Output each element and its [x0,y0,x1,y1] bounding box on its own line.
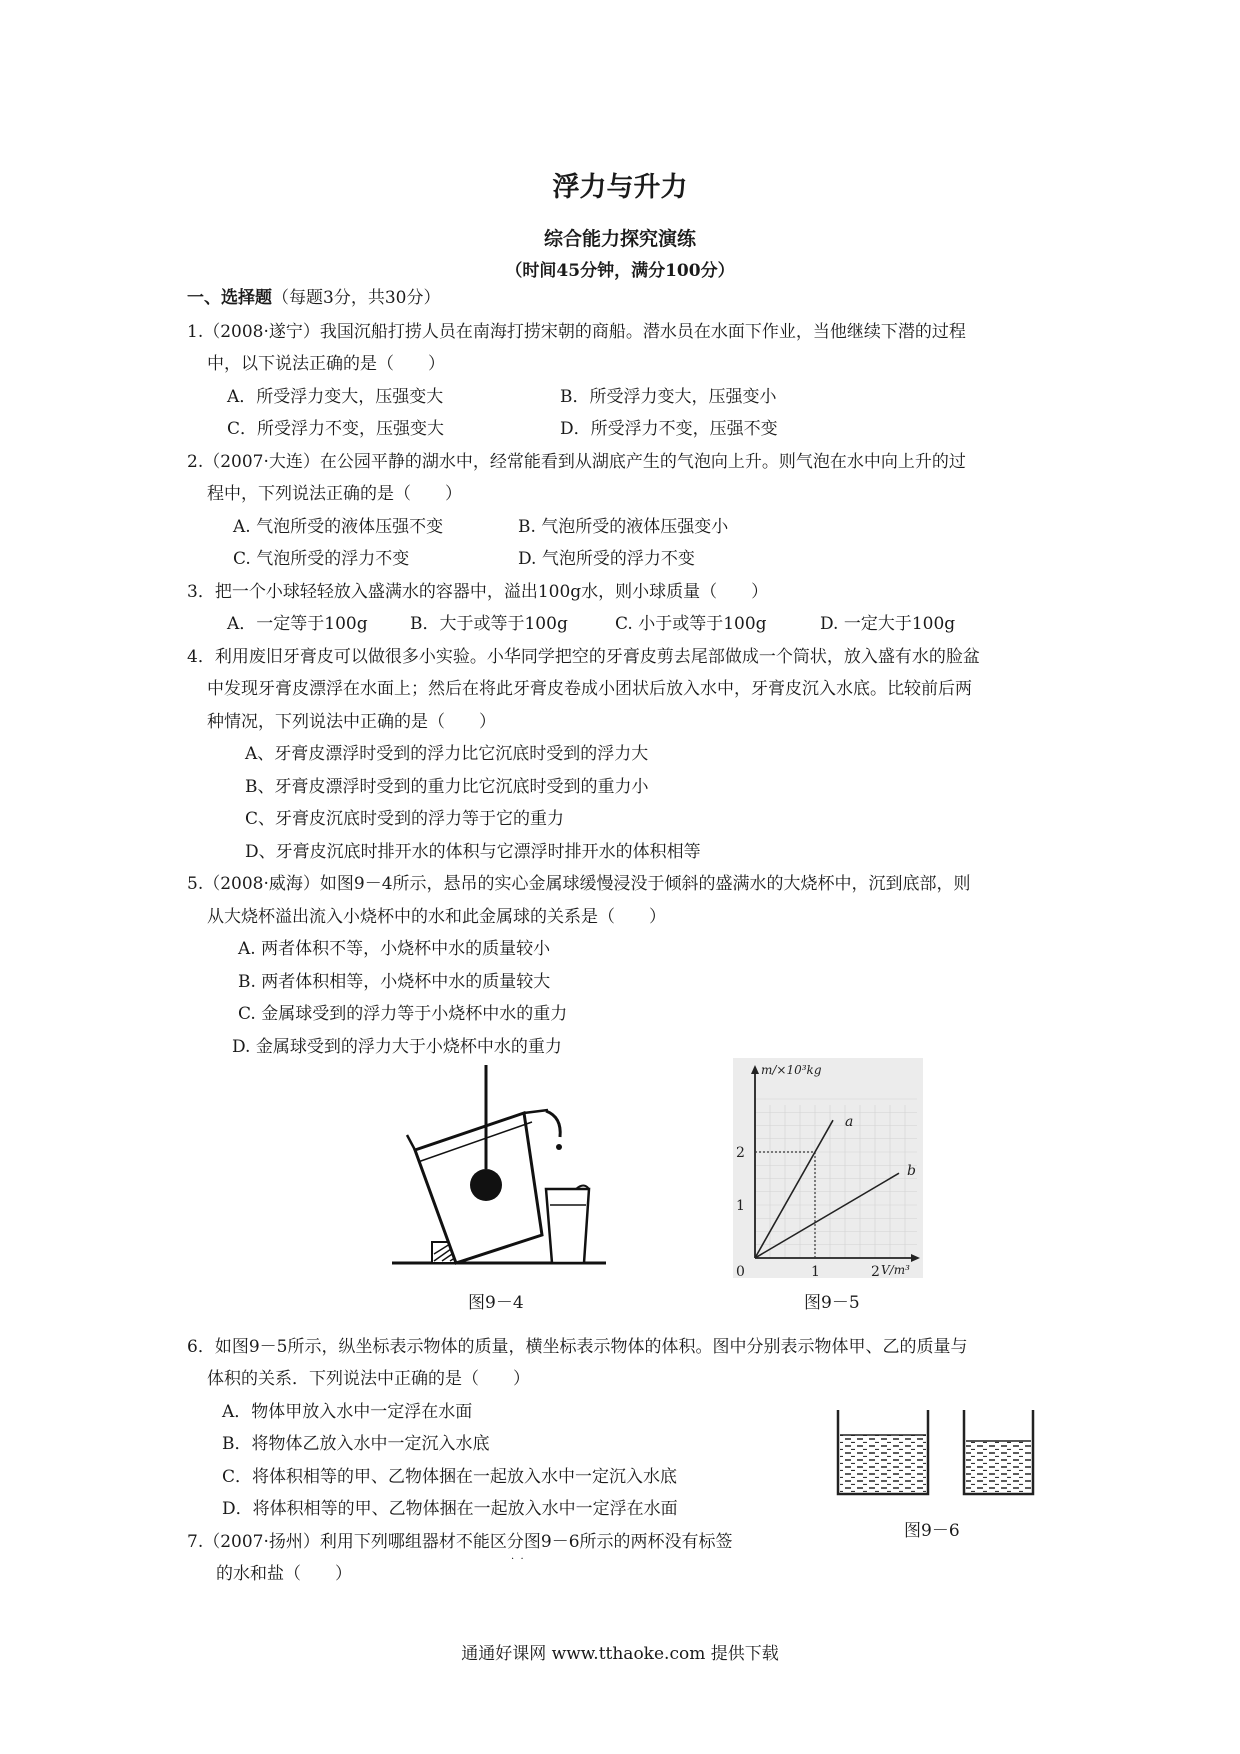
figure-9-4 [390,1065,610,1275]
question-5-option-d: D. 金属球受到的浮力大于小烧杯中水的重力 [232,1037,562,1057]
question-7-line-2: 的水和盐（ ） [216,1564,352,1584]
question-2-option-b: B. 气泡所受的液体压强变小 [518,517,729,537]
question-4-line-1: 4．利用废旧牙膏皮可以做很多小实验。小华同学把空的牙膏皮剪去尾部做成一个筒状，放入盛有水的脸盆 [187,647,980,667]
fig95-origin-label: 0 [736,1264,745,1278]
section-heading [187,287,440,309]
fig95-x-tick-label: 2 [871,1264,880,1278]
question-4-option-b: B、牙膏皮漂浮时受到的重力比它沉底时受到的重力小 [245,777,649,797]
figure-9-4-caption: 图9－4 [468,1293,524,1313]
question-4-line-2: 中发现牙膏皮漂浮在水面上；然后在将此牙膏皮卷成小团状后放入水中，牙膏皮沉入水底。比较前后两 [207,679,972,699]
question-1-line-1: 1.（2008·遂宁）我国沉船打捞人员在南海打捞宋朝的商船。潜水员在水面下作业，当他继续下潜的过程 [187,322,966,342]
question-5-option-a: A. 两者体积不等，小烧杯中水的质量较小 [238,939,551,959]
question-2-option-d: D. 气泡所受的浮力不变 [518,549,695,569]
fig94-water-stream [546,1111,560,1137]
question-4-option-c: C、牙膏皮沉底时受到的浮力等于它的重力 [245,809,565,829]
fig95-series-label-b: b [907,1163,916,1180]
question-1-option-b: B．所受浮力变大，压强变小 [560,387,777,407]
question-2-option-c: C. 气泡所受的浮力不变 [233,549,410,569]
question-6-line-2: 体积的关系．下列说法中正确的是（ ） [207,1369,530,1389]
fig94-water-drop [556,1144,562,1150]
question-4-option-d: D、牙膏皮沉底时排开水的体积与它漂浮时排开水的体积相等 [245,842,701,862]
fig94-metal-ball [470,1169,502,1201]
fig95-series-label-a: a [845,1114,854,1131]
page-subtitle: 综合能力探究演练 [543,228,696,250]
section-heading-label: 一、选择题 [187,288,272,308]
fig94-small-beaker [546,1186,589,1264]
question-5-line-1: 5.（2008·威海）如图9－4所示，悬吊的实心金属球缓慢浸没于倾斜的盛满水的大烧杯中，沉到底部，则 [187,874,971,894]
fig96-beaker-left [838,1410,928,1494]
question-4-option-a: A、牙膏皮漂浮时受到的浮力比它沉底时受到的浮力大 [245,744,649,764]
question-3-option-a: A．一定等于100g [227,614,368,634]
fig95-y-axis-label: m/×10³kg [761,1063,822,1077]
question-1-option-c: C．所受浮力不变，压强变大 [227,419,445,439]
question-6-option-d: D．将体积相等的甲、乙物体捆在一起放入水中一定浮在水面 [222,1499,678,1519]
question-1-option-a: A．所受浮力变大，压强变大 [227,387,444,407]
figure-9-5 [733,1058,923,1278]
question-1-option-d: D．所受浮力不变，压强不变 [560,419,778,439]
question-7-line-1: 7.（2007·扬州）利用下列哪组器材不能区分图9－6所示的两杯没有标签 [187,1532,733,1552]
question-6-option-a: A．物体甲放入水中一定浮在水面 [222,1402,473,1422]
question-3-option-c: C. 小于或等于100g [615,614,767,634]
question-3-option-d: D. 一定大于100g [820,614,956,634]
page-title: 浮力与升力 [552,172,688,203]
question-1-line-2: 中，以下说法正确的是（ ） [207,354,445,374]
fig96-beaker-right [964,1410,1033,1494]
section-heading-note: （每题3分，共30分） [272,288,441,308]
question-3-option-b: B．大于或等于100g [410,614,568,634]
question-6-option-c: C．将体积相等的甲、乙物体捆在一起放入水中一定沉入水底 [222,1467,678,1487]
figure-9-6 [832,1408,1042,1503]
question-3-line-1: 3．把一个小球轻轻放入盛满水的容器中，溢出100g水，则小球质量（ ） [187,582,769,602]
figure-9-5-caption: 图9－5 [804,1293,860,1313]
question-6-option-b: B．将物体乙放入水中一定沉入水底 [222,1434,490,1454]
question-5-option-b: B. 两者体积相等，小烧杯中水的质量较大 [238,972,551,992]
question-5-option-c: C. 金属球受到的浮力等于小烧杯中水的重力 [238,1004,568,1024]
page-footer: 通通好课网 www.tthaoke.com 提供下载 [461,1644,779,1664]
fig95-y-tick-label: 1 [736,1198,745,1214]
fig95-x-axis-label: V/m³ [881,1263,910,1277]
question-2-line-2: 程中，下列说法正确的是（ ） [207,484,462,504]
question-4-line-3: 种情况，下列说法中正确的是（ ） [207,712,496,732]
time-info: （时间45分钟，满分100分） [505,261,735,281]
fig95-y-tick-label: 2 [736,1145,745,1161]
question-2-line-1: 2.（2007·大连）在公园平静的湖水中，经常能看到从湖底产生的气泡向上升。则气泡在水中向上升的过 [187,452,966,472]
question-2-option-a: A. 气泡所受的液体压强不变 [233,517,444,537]
figure-9-6-caption: 图9－6 [904,1521,960,1541]
question-6-line-1: 6．如图9－5所示，纵坐标表示物体的质量，横坐标表示物体的体积。图中分别表示物体甲、乙的质量与 [187,1337,968,1357]
question-5-line-2: 从大烧杯溢出流入小烧杯中的水和此金属球的关系是（ ） [207,907,666,927]
emphasis-dots: · · [511,1554,524,1565]
fig95-x-tick-label: 1 [811,1264,820,1278]
